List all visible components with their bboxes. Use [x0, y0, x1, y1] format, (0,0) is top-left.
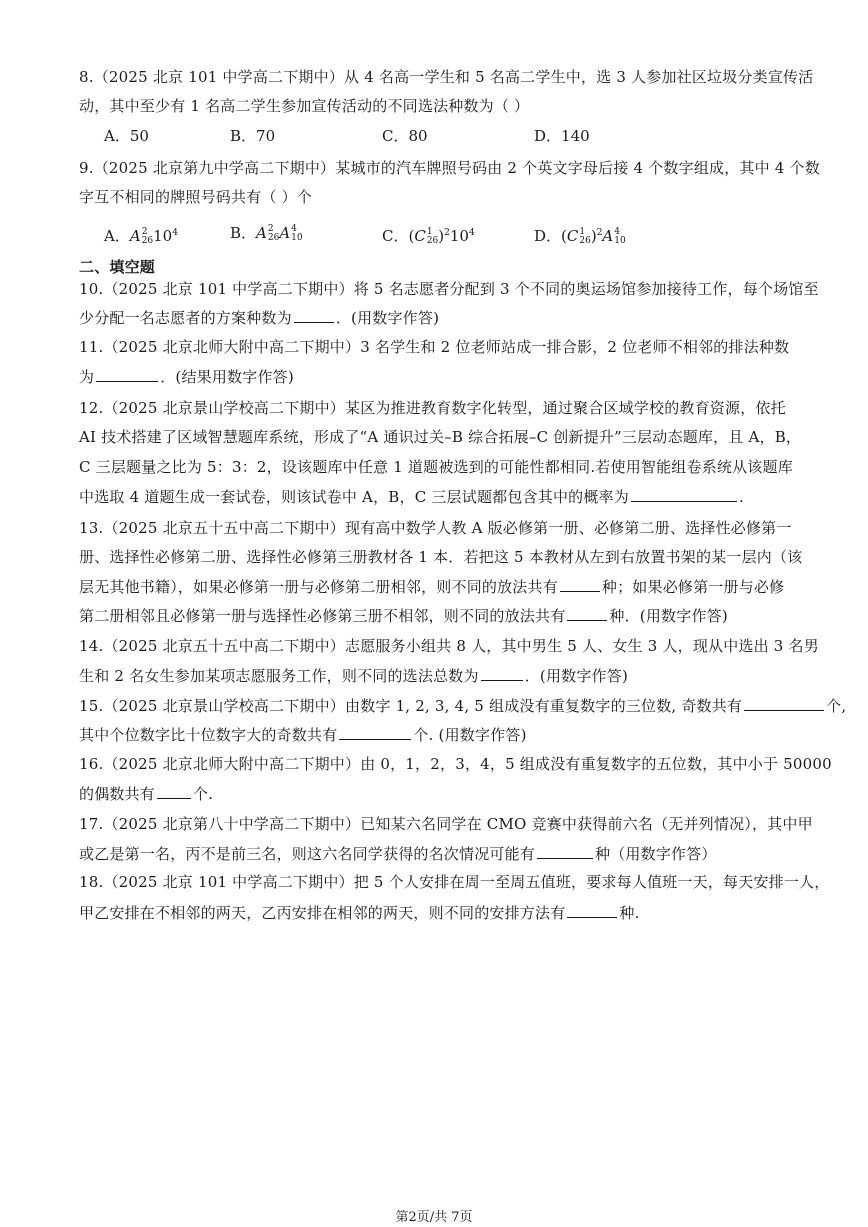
q9-option-c: C．(C 1 26 )$^210^4$	[382, 227, 475, 246]
section-title: 二、填空题	[79, 258, 156, 276]
q8-line2: 动，其中至少有 1 名高二学生参加宣传活动的不同选法种数为（ ）	[79, 97, 530, 115]
q13-line4: 第二册相邻且必修第一册与选择性必修第三册不相邻，则不同的放法共有 种．(用数字作答)	[79, 604, 808, 627]
q12-line4: 中选取 4 道题生成一套试卷，则该试卷中 A，B，C 三层试题都包含其中的概率为 .	[79, 485, 808, 508]
q9-option-d: D．(C 1 26 )$^2$A 4 10	[534, 227, 626, 246]
q8-option-c: C．80	[382, 127, 428, 145]
q17-line1: 17.（2025 北京第八十中学高二下期中）已知某六名同学在 CMO 竞赛中获得前六名（无并列情况），其中甲	[79, 815, 813, 833]
answer-blank	[567, 604, 607, 621]
answer-blank	[339, 723, 411, 740]
answer-blank	[631, 485, 737, 502]
q16-line2: 的偶数共有 个.	[79, 782, 808, 805]
q17-line2: 或乙是第一名，丙不是前三名，则这六名同学获得的名次情况可能有 种（用数字作答）	[79, 842, 808, 865]
answer-blank	[481, 664, 523, 681]
q9-option-a: A．A 2 26 $10^4$	[104, 227, 178, 246]
answer-blank	[157, 782, 191, 799]
q14-line1: 14.（2025 北京五十五中高二下期中）志愿服务小组共 8 人，其中男生 5 人、女生 3 人，现从中选出 3 名男	[79, 637, 819, 655]
q11-line2: 为 ．(结果用数字作答)	[79, 365, 808, 388]
q13-line1: 13.（2025 北京五十五中高二下期中）现有高中数学人教 A 版必修第一册、必修第二册、选择性必修第一	[79, 519, 792, 537]
answer-blank	[537, 842, 593, 859]
q10-line1: 10.（2025 北京 101 中学高二下期中）将 5 名志愿者分配到 3 个不同的奥运场馆参加接待工作，每个场馆至	[79, 280, 819, 298]
answer-blank	[744, 694, 824, 711]
q8-option-d: D．140	[534, 127, 590, 145]
answer-blank	[567, 901, 617, 918]
answer-blank	[294, 306, 334, 323]
q9-line1: 9.（2025 北京第九中学高二下期中）某城市的汽车牌照号码由 2 个英文字母后接 4 个数字组成，其中 4 个数	[79, 159, 820, 177]
q18-line2: 甲乙安排在不相邻的两天，乙丙安排在相邻的两天，则不同的安排方法有 种.	[79, 901, 808, 924]
q8-option-a: A．50	[104, 127, 149, 145]
q18-line1: 18.（2025 北京 101 中学高二下期中）把 5 个人安排在周一至周五值班，要求每人值班一天，每天安排一人，	[79, 873, 830, 891]
answer-blank	[560, 575, 600, 592]
q13-line3: 层无其他书籍），如果必修第一册与必修第二册相邻，则不同的放法共有 种；如果必修第一册与必修	[79, 575, 808, 598]
q12-line1: 12.（2025 北京景山学校高二下期中）某区为推进教育数字化转型，通过聚合区域学校的教育资源，依托	[79, 399, 786, 417]
q8-line1: 8.（2025 北京 101 中学高二下期中）从 4 名高一学生和 5 名高二学生中，选 3 人参加社区垃圾分类宣传活	[79, 68, 814, 86]
answer-blank	[96, 365, 158, 382]
q10-line2: 少分配一名志愿者的方案种数为 ．(用数字作答)	[79, 306, 808, 329]
q9-option-b: B．A 2 26 A 4 10	[230, 224, 303, 243]
q9-line2: 字互不相同的牌照号码共有（ ）个	[79, 188, 312, 206]
q15-line1: 15.（2025 北京景山学校高二下期中）由数字 1, 2, 3, 4, 5 组成没有重复数字的三位数, 奇数共有 个,	[79, 694, 808, 717]
q12-line2: AI 技术搭建了区域智慧题库系统，形成了“A 通识过关–B 综合拓展–C 创新提升”三层动态题库，且 A，B，	[79, 428, 802, 446]
q16-line1: 16.（2025 北京北师大附中高二下期中）由 0，1，2，3，4，5 组成没有重复数字的五位数，其中小于 50000	[79, 755, 832, 773]
q12-line3: C 三层题量之比为 5：3：2，设该题库中任意 1 道题被选到的可能性都相同.若使用智能组卷系统从该题库	[79, 458, 793, 476]
q15-line2: 其中个位数字比十位数字大的奇数共有 个. (用数字作答)	[79, 723, 808, 746]
q8-option-b: B．70	[230, 127, 276, 145]
q14-line2: 生和 2 名女生参加某项志愿服务工作，则不同的选法总数为 ．(用数字作答)	[79, 664, 808, 687]
q11-line1: 11.（2025 北京北师大附中高二下期中）3 名学生和 2 位老师站成一排合影，2 位老师不相邻的排法种数	[79, 338, 790, 356]
page-number: 第2页/共 7页	[395, 1210, 473, 1225]
q13-line2: 册、选择性必修第二册、选择性必修第三册教材各 1 本．若把这 5 本教材从左到右放置书架的某一层内（该	[79, 548, 803, 566]
